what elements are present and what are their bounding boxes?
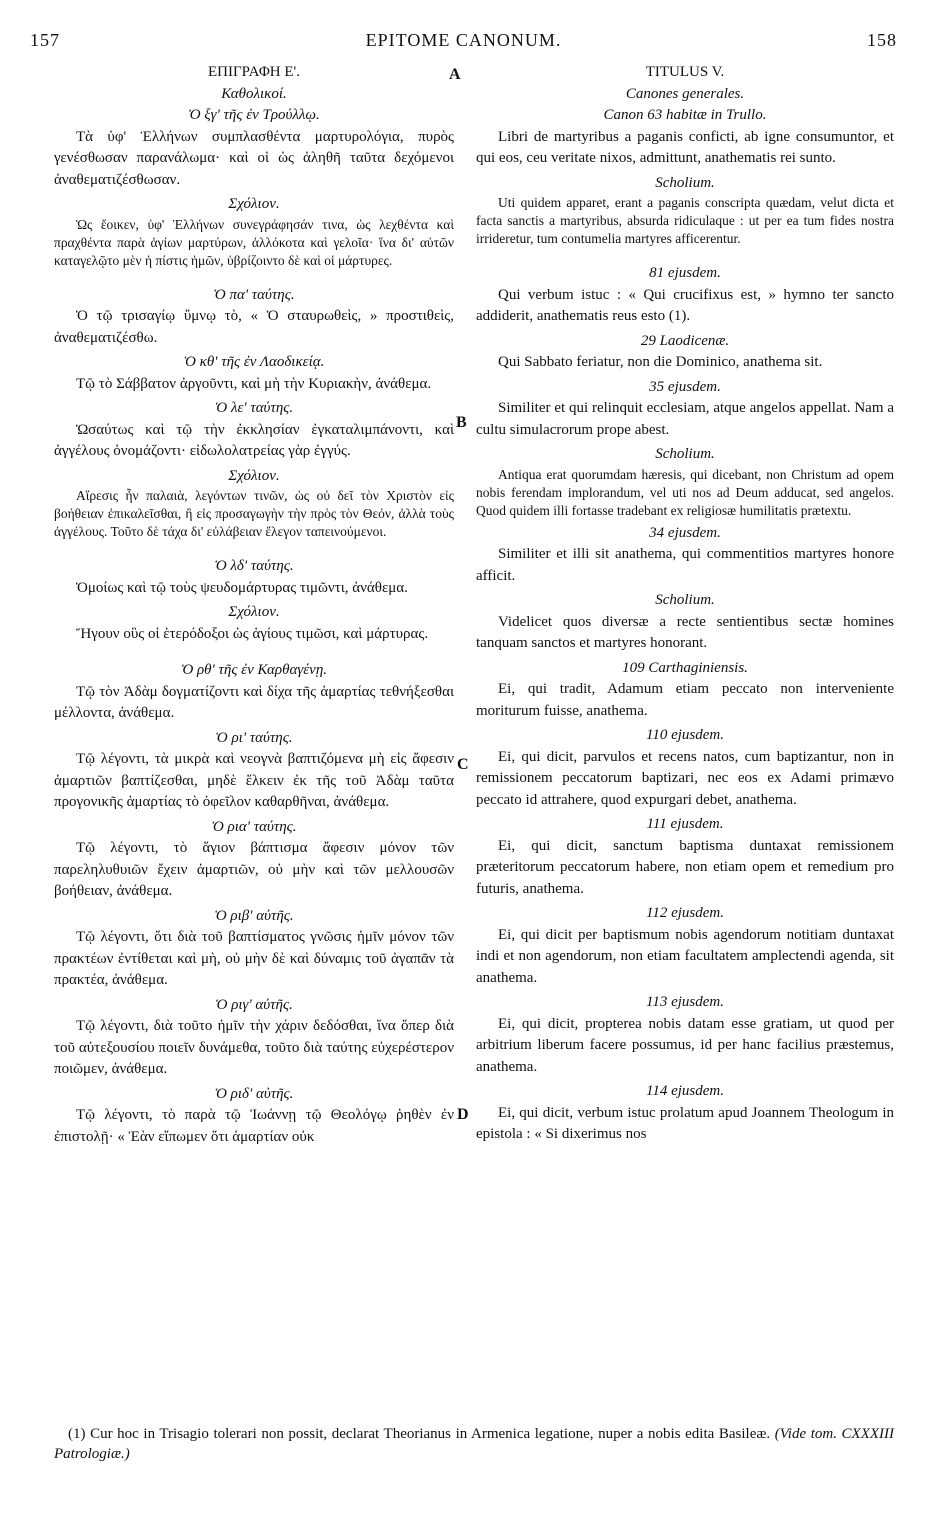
canon-heading: Σχόλιον. <box>228 467 280 484</box>
canon-heading: Ὁ ρια' ταύτης. <box>211 818 297 835</box>
canon-heading: 110 ejusdem. <box>645 727 725 743</box>
canon-heading: 29 Laodicenæ. <box>640 332 730 349</box>
margin-letter-b: B <box>456 414 467 431</box>
canon-heading: Ὁ πα' ταύτης. <box>213 286 295 303</box>
canon-paragraph: Ὡσαύτως καὶ τῷ τὴν ἐκκλησίαν ἐγκαταλιμπάνοντι, καὶ ἀγγέλους ὀνομάζοντι· εἰδωλολατρείας γὰρ ἐγγύς. <box>54 421 454 459</box>
greek-column <box>54 62 454 1151</box>
canon-paragraph: Ei, qui tradit, Adamum etiam peccato non interveniente moriturum fuisse, anathema. <box>476 681 894 719</box>
canon-heading: 109 Carthaginiensis. <box>622 659 748 676</box>
canon-heading: 111 ejusdem. <box>646 816 724 832</box>
canon-paragraph: Τῷ τὸν Ἀδὰμ δογματίζοντι καὶ δίχα τῆς ἁμαρτίας τεθνήξεσθαι μέλλοντα, ἀνάθεμα. <box>54 683 454 721</box>
running-title: EPITOME CANONUM. <box>365 30 562 50</box>
canon-heading: Ὁ ρι' ταύτης. <box>215 729 293 746</box>
canon-heading: Ὁ λδ' ταύτης. <box>214 558 294 574</box>
margin-letter-d: D <box>457 1106 469 1123</box>
canon-paragraph: Τῷ λέγοντι, τὸ ἅγιον βάπτισμα ἄφεσιν μόνον τῶν παρεληλυθυιῶν ἔχειν ἁμαρτιῶν, οὐ μὴν καὶ τῶν μελλουσῶν βοήθειαν, ἀνάθεμα. <box>54 840 454 899</box>
canon-paragraph: Τῷ λέγοντι, τὰ μικρὰ καὶ νεογνὰ βαπτιζόμενα μὴ εἰς ἄφεσιν ἁμαρτιῶν βαπτίζεσθαι, μηδὲ ἕλκειν ἐκ τῆς τοῦ Ἀδὰμ ταῦτα προγονικῆς ἁμαρτίας τὸ ὀφεῖλον καθαρθῆναι, ἀνάθεμα. <box>54 751 454 810</box>
canon-paragraph: Τῷ λέγοντι, ὅτι διὰ τοῦ βαπτίσματος γνῶσις ἡμῖν μόνον τῶν πρακτέων ἐντίθεται καὶ μὴ, οὐ μὴν δὲ καὶ δύναμις τοῦ ἀγαπᾶν τὰ πρακτέα, ἀνάθεμα. <box>54 929 454 988</box>
canon-heading: Scholium. <box>655 174 715 191</box>
canon-heading: Ὁ ρθ' τῆς ἐν Καρθαγένῃ. <box>180 662 328 678</box>
canon-paragraph: Qui Sabbato feriatur, non die Dominico, anathema sit. <box>498 354 823 370</box>
canon-paragraph: Τῷ λέγοντι, διὰ τοῦτο ἡμῖν τὴν χάριν δεδόσθαι, ἵνα ὅπερ διὰ τοῦ αὐτεξουσίου ποιεῖν δυνάμεθα, τοῦτο διὰ ταύτης εὐχερέστερον ποιῶμεν, ἀνάθεμα. <box>54 1018 454 1077</box>
canon-paragraph: Τῷ λέγοντι, τὸ παρὰ τῷ Ἰωάννῃ τῷ Θεολόγῳ ῥηθὲν ἐν ἐπιστολῇ· « Ἐὰν εἴπωμεν ὅτι ἁμαρτίαν οὐκ <box>54 1107 454 1145</box>
canon-heading: 35 ejusdem. <box>649 378 721 395</box>
canon-paragraph: Ei, qui dicit, parvulos et recens natos, cum baptizantur, non in remissionem peccatorum baptizari, nec eos ex Adami primævo peccato id attrahere, quod expurgari debet, anathema. <box>476 748 894 808</box>
greek-subtitle: Καθολικοί. <box>221 85 287 102</box>
canon-heading: 34 ejusdem. <box>649 524 721 541</box>
footnote-text: (1) Cur hoc in Trisagio tolerari non possit, declarat Theorianus in Armenica legatione, nuper a nobis edita Basileæ. <box>68 1426 771 1442</box>
spacer <box>54 544 454 556</box>
latin-title: TITULUS V. <box>645 64 725 80</box>
spacer <box>54 273 454 285</box>
canon-heading: Σχόλιον. <box>228 196 280 212</box>
scholium-paragraph: Αἵρεσις ἦν παλαιὰ, λεγόντων τινῶν, ὡς οὐ δεῖ τὸν Χριστὸν εἰς βοήθειαν ἐπικαλεῖσθαι, ἢ εἰς προσαγωγὴν τὴν πρὸς τὸν Θεόν, ἀλλὰ τοὺς ἀγγέλους. Τοῦτο δὲ τάχα δι' εὐλάβειαν ἔλεγον ταπεινούμενοι. <box>54 488 454 539</box>
canon-paragraph: Ei, qui dicit per baptismum nobis agendorum notitiam duntaxat indi et non agendorum, non etiam facultatem amplectendi agenda, sit anathema. <box>476 926 894 986</box>
canon-heading: Ὁ λε' ταύτης. <box>214 400 294 416</box>
left-page-number: 157 <box>30 30 60 50</box>
canon-heading: Ὁ ριβ' αὐτῆς. <box>214 907 294 924</box>
canon-heading: Scholium. <box>655 446 715 462</box>
scholium-paragraph: Uti quidem apparet, erant a paganis conscripta quædam, velut dicta et facta sanctis a martyribus, absurda ridiculaque : ut per ea tum fides nostra irrideretur, tum contumelia martyres afficerentur. <box>476 195 894 246</box>
right-page-number: 158 <box>867 30 897 50</box>
canon-paragraph: Τὰ ὑφ' Ἑλλήνων συμπλασθέντα μαρτυρολόγια, πυρὸς γενέσθωσαν παρανάλωμα· καὶ οἱ ὡς ἀληθῆ ταῦτα δεχόμενοι ἀναθεματιζέσθωσαν. <box>54 128 454 188</box>
canon-heading: Canon 63 habitæ in Trullo. <box>603 107 767 123</box>
margin-letter-c: C <box>457 756 469 773</box>
canon-paragraph: Similiter et qui relinquit ecclesiam, atque angelos appellat. Nam a cultu simulacrorum prope abest. <box>476 400 894 438</box>
footnote-reference: (Vide tom. CXXXIII Patrologiæ.) <box>54 1426 895 1462</box>
greek-title: ΕΠΙΓΡΑΦΗ Ε'. <box>207 64 301 80</box>
canon-heading: Ὁ ξγ' τῆς ἐν Τρούλλῳ. <box>188 107 320 123</box>
canon-heading: Σχόλιον. <box>228 604 280 620</box>
canon-paragraph: Τῷ τὸ Σάββατον ἀργοῦντι, καὶ μὴ τὴν Κυριακὴν, ἀνάθεμα. <box>76 375 432 392</box>
canon-heading: Scholium. <box>655 592 715 608</box>
latin-column <box>476 62 894 1149</box>
canon-paragraph: Ἤγουν οὓς οἱ ἑτερόδοξοι ὡς ἁγίους τιμῶσι, καὶ μάρτυρας. <box>76 625 429 642</box>
margin-letter-a: A <box>449 66 461 83</box>
canon-paragraph: Ὁ τῷ τρισαγίῳ ὕμνῳ τὸ, « Ὁ σταυρωθεὶς, » προστιθεὶς, ἀναθεματιζέσθω. <box>54 308 454 346</box>
spacer <box>476 251 894 263</box>
canon-paragraph: Qui verbum istuc : « Qui crucifixus est, » hymno ter sancto addiderit, anathematis reus esto (1). <box>476 286 894 324</box>
canon-paragraph: Ei, qui dicit, sanctum baptisma duntaxat remissionem præteritorum peccatorum habere, non etiam opem et remedium pro futuris, anathema. <box>476 837 894 897</box>
canon-heading: Ὁ ριδ' αὐτῆς. <box>214 1085 294 1102</box>
scholium-paragraph: Antiqua erat quorumdam hæresis, qui dicebant, non Christum ad opem nobis ferendam implorandum, vel uti nos ad Deum adducat, sed angelos. Quod quidem illi fortasse tradebant ex religiosæ humilitatis prætextu. <box>476 466 894 518</box>
canon-heading: 81 ejusdem. <box>649 265 721 281</box>
canon-paragraph: Similiter et illi sit anathema, qui commentitios martyres honore afficit. <box>476 546 894 584</box>
scholium-paragraph: Ὡς ἔοικεν, ὑφ' Ἑλλήνων συνεγράφησάν τινα, ὡς λεχθέντα καὶ πραχθέντα παρὰ ἁγίων μαρτύρων, ἀλλόκοτα καὶ γελοῖα· ἵνα δι' αὐτῶν καταγελῷτο μὲν ἡ πίστις ἡμῶν, ὑβρίζοιντο δὲ καὶ οἱ μάρτυρες. <box>54 216 454 268</box>
canon-paragraph: Ὁμοίως καὶ τῷ τοὺς ψευδομάρτυρας τιμῶντι, ἀνάθεμα. <box>76 579 408 596</box>
latin-subtitle: Canones generales. <box>625 85 745 102</box>
canon-heading: Ὁ κθ' τῆς ἐν Λαοδικείᾳ. <box>183 354 325 370</box>
canon-paragraph: Libri de martyribus a paganis conficti, ab igne consumuntor, et qui eos, ceu veritate nixos, admittunt, anathematis rei sunto. <box>476 128 894 166</box>
canon-paragraph: Videlicet quos diversæ a recte sentientibus sectæ homines tanquam sanctos et martyres honorant. <box>476 613 894 651</box>
canon-heading: 114 ejusdem. <box>645 1083 725 1099</box>
running-head <box>30 30 897 56</box>
canon-heading: Ὁ ριγ' αὐτῆς. <box>215 996 293 1013</box>
footnote <box>54 1424 894 1464</box>
canon-heading: 113 ejusdem. <box>645 994 725 1010</box>
canon-paragraph: Ei, qui dicit, verbum istuc prolatum apud Joannem Theologum in epistola : « Si dixerimus nos <box>476 1104 894 1142</box>
canon-heading: 112 ejusdem. <box>645 905 725 921</box>
canon-paragraph: Ei, qui dicit, propterea nobis datam esse gratiam, ut quod per arbitrium liberum facere possumus, id per hanc facilius præstemus, anathema. <box>476 1015 894 1075</box>
spacer <box>54 648 454 660</box>
